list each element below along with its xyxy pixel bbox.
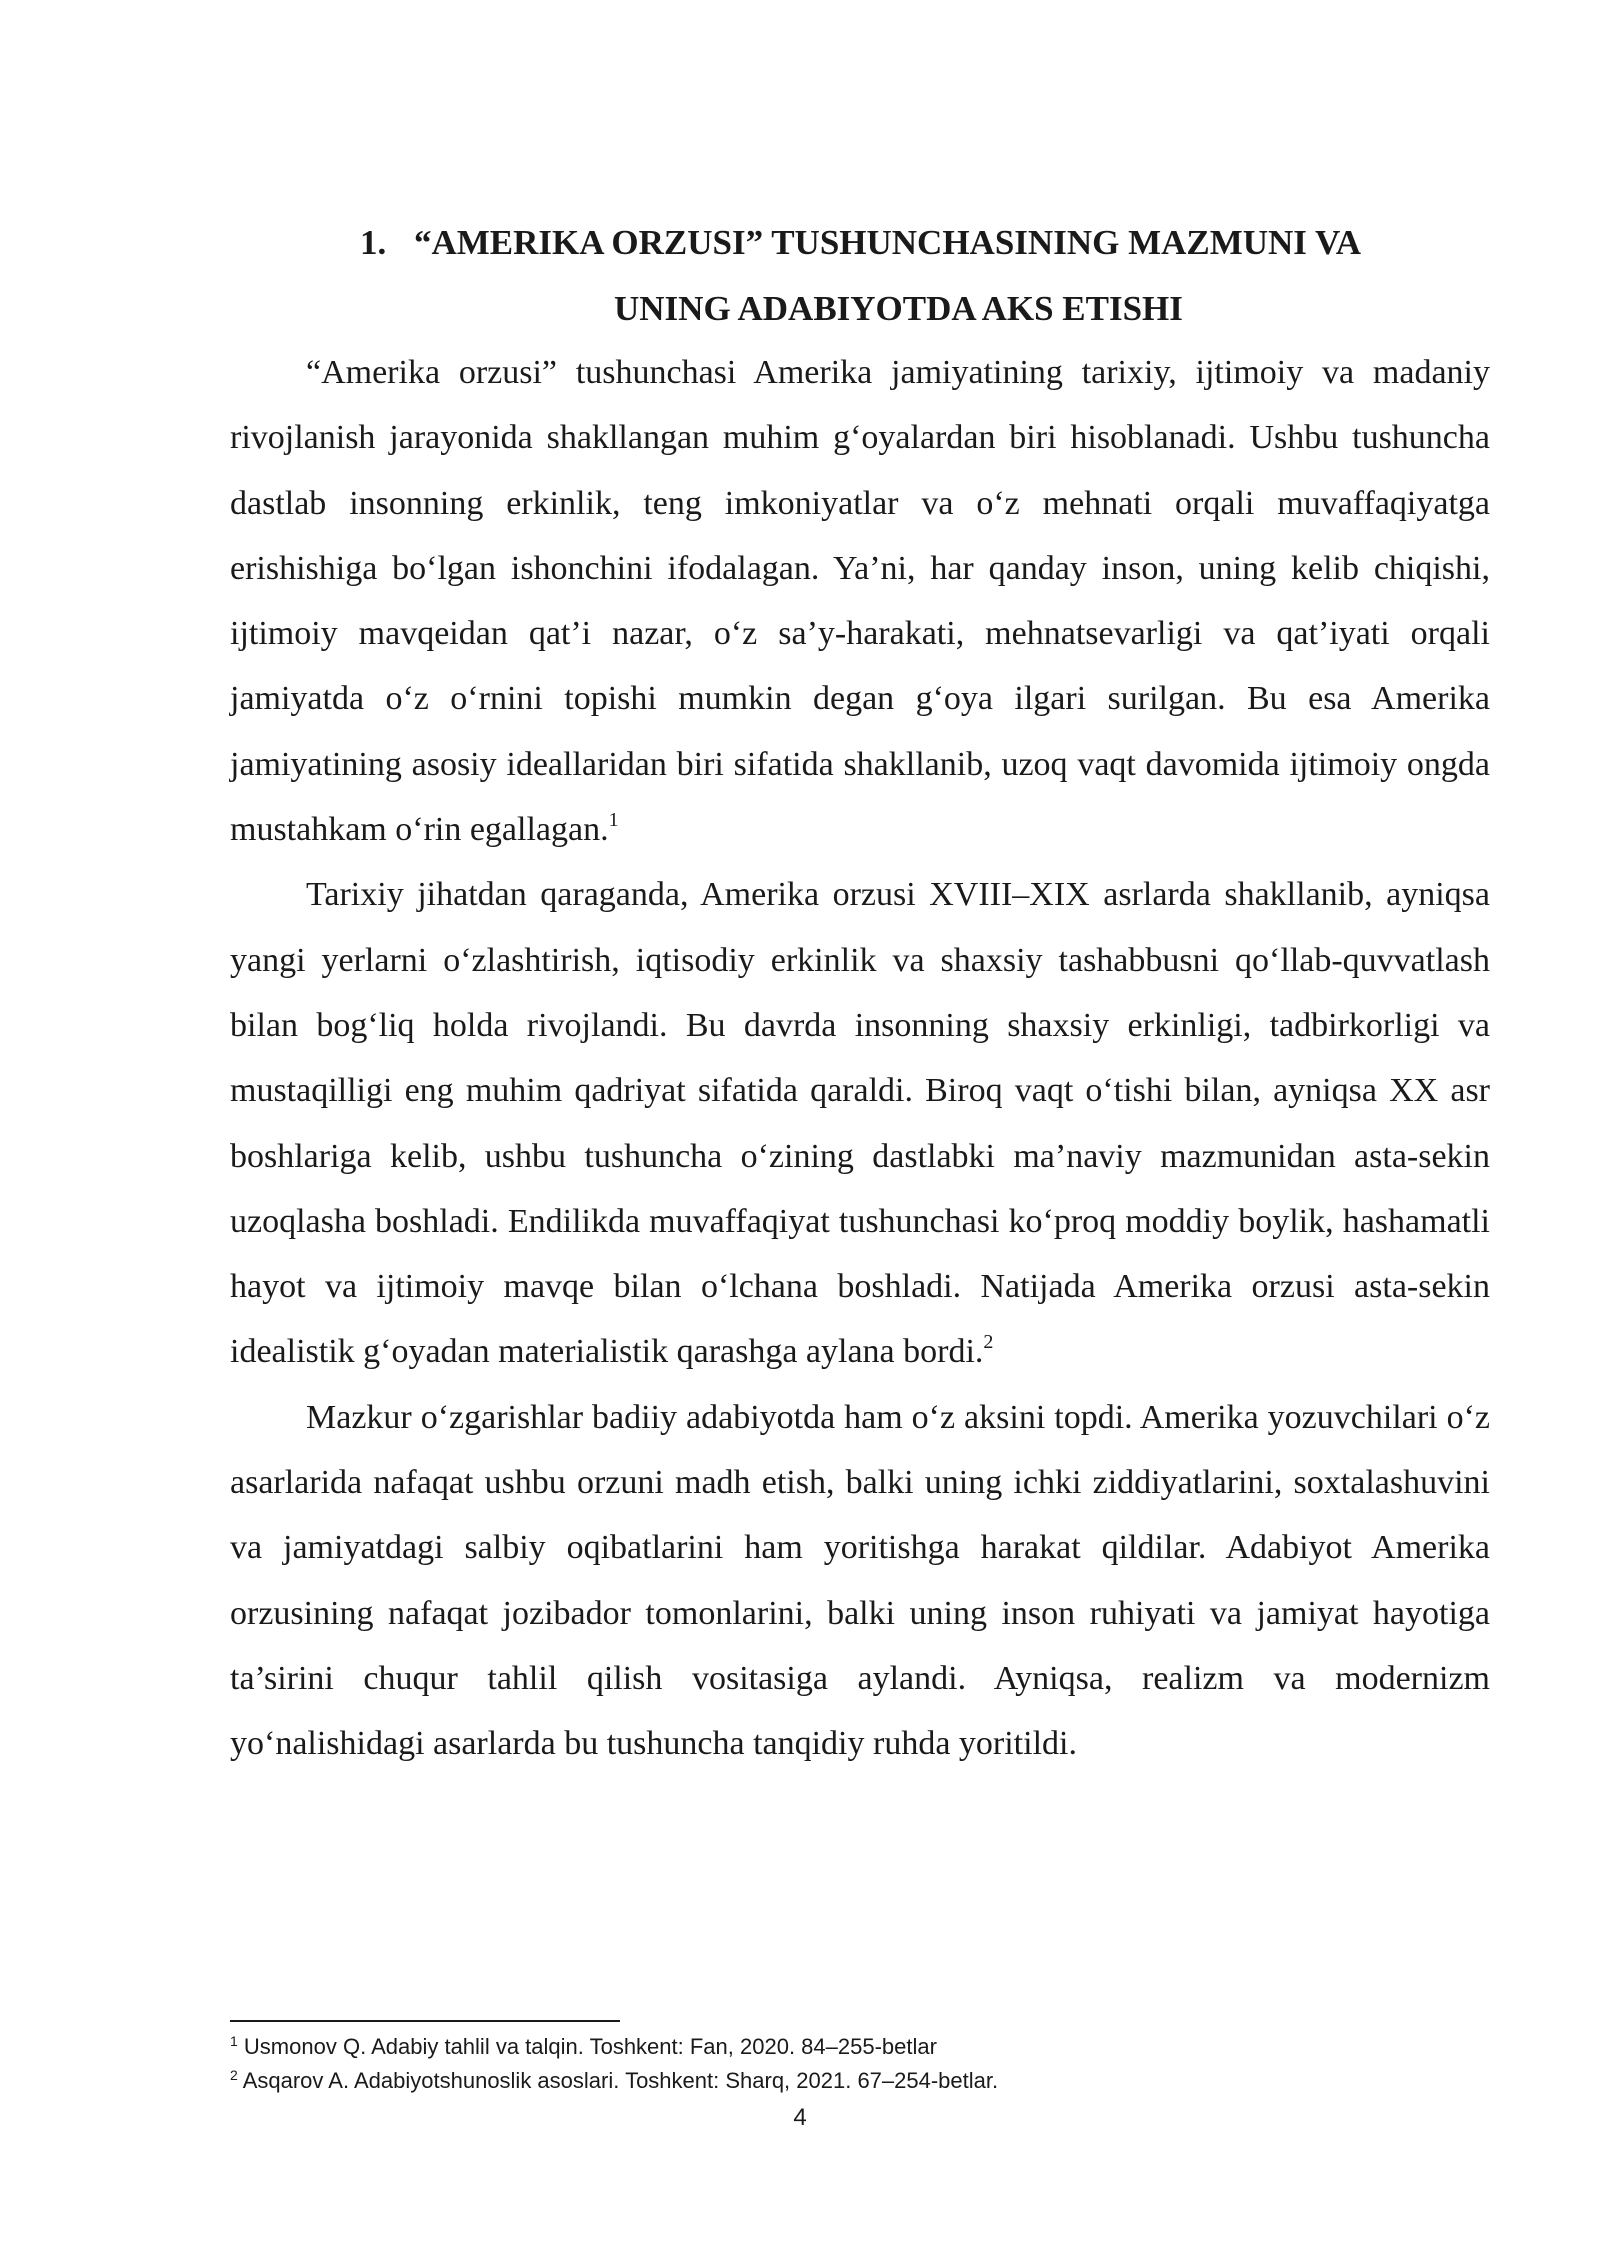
body-text	[230, 340, 1490, 1777]
heading-text-1: “AMERIKA ORZUSI” TUSHUNCHASINING MAZMUNI VA	[414, 223, 1362, 262]
paragraph-text: Mazkur o‘zgarishlar badiiy adabiyotda ham o‘z aksini topdi. Amerika yozuvchilari o‘z asarlarida nafaqat ushbu orzuni madh etish, balki uning ichki ziddiyatlarini, soxtalashuvini va jamiyatdagi salbiy oqibatlarini ham yoritishga harakat qildilar. Adabiyot Amerika orzusining nafaqat jozibador tomonlarini, balki uning inson ruhiyati va jamiyat hayotiga ta’sirini chuqur tahlil qilish vositasiga aylandi. Ayniqsa, realizm va modernizm yo‘nalishidagi asarlarda bu tushuncha tanqidiy ruhda yoritildi.	[230, 1398, 1490, 1763]
paragraph-3	[230, 1385, 1490, 1777]
footnote-text: Usmonov Q. Adabiy tahlil va talqin. Toshkent: Fan, 2020. 84–255-betlar	[243, 2034, 937, 2059]
footnotes	[230, 2030, 1490, 2098]
paragraph-text: “Amerika orzusi” tushunchasi Amerika jamiyatining tarixiy, ijtimoiy va madaniy rivojlanish jarayonida shakllangan muhim g‘oyalardan biri hisoblanadi. Ushbu tushuncha dastlab insonning erkinlik, teng imkoniyatlar va o‘z mehnati orqali muvaffaqiyatga erishishiga bo‘lgan ishonchini ifodalagan. Ya’ni, har qanday inson, uning kelib chiqishi, ijtimoiy mavqeidan qat’i nazar, o‘z sa’y-harakati, mehnatsevarligi va qat’iyati orqali jamiyatda o‘z o‘rnini topishi mumkin degan g‘oya ilgari surilgan. Bu esa Amerika jamiyatining asosiy ideallaridan biri sifatida shakllanib, uzoq vaqt davomida ijtimoiy ongda mustahkam o‘rin egallagan.	[230, 354, 1490, 849]
footnote-mark: 2	[230, 2067, 238, 2083]
paragraph-text: Tarixiy jihatdan qaraganda, Amerika orzusi XVIII–XIX asrlarda shakllanib, ayniqsa yangi yerlarni o‘zlashtirish, iqtisodiy erkinlik va shaxsiy tashabbusni qo‘llab-quvvatlash bilan bog‘liq holda rivojlandi. Bu davrda insonning shaxsiy erkinligi, tadbirkorligi va mustaqilligi eng muhim qadriyat sifatida qaraldi. Biroq vaqt o‘tishi bilan, ayniqsa XX asr boshlariga kelib, ushbu tushuncha o‘zining dastlabki ma’naviy mazmunidan asta-sekin uzoqlasha boshladi. Endilikda muvaffaqiyat tushunchasi ko‘proq moddiy boylik, hashamatli hayot va ijtimoiy mavqe bilan o‘lchana boshladi. Natijada Amerika orzusi asta-sekin idealistik g‘oyadan materialistik qarashga aylana bordi.	[230, 876, 1490, 1371]
footnote-ref[interactable]: 2	[983, 1331, 994, 1354]
heading-number: 1.	[360, 223, 387, 262]
section-heading	[230, 210, 1490, 342]
footnote-text: Asqarov A. Adabiyotshunoslik asoslari. Toshkent: Sharq, 2021. 67–254-betlar.	[242, 2068, 999, 2093]
paragraph-2	[230, 862, 1490, 1384]
footnote-2	[230, 2064, 1490, 2098]
heading-line-2: UNING ADABIYOTDA AKS ETISHI	[614, 289, 1183, 328]
footnote-1	[230, 2030, 1490, 2064]
paragraph-1	[230, 340, 1490, 862]
footnote-separator	[230, 2020, 620, 2022]
footnote-mark: 1	[230, 2033, 238, 2049]
footnote-ref[interactable]: 1	[608, 809, 619, 832]
page-number: 4	[793, 2104, 807, 2131]
heading-line-1	[230, 210, 1490, 276]
